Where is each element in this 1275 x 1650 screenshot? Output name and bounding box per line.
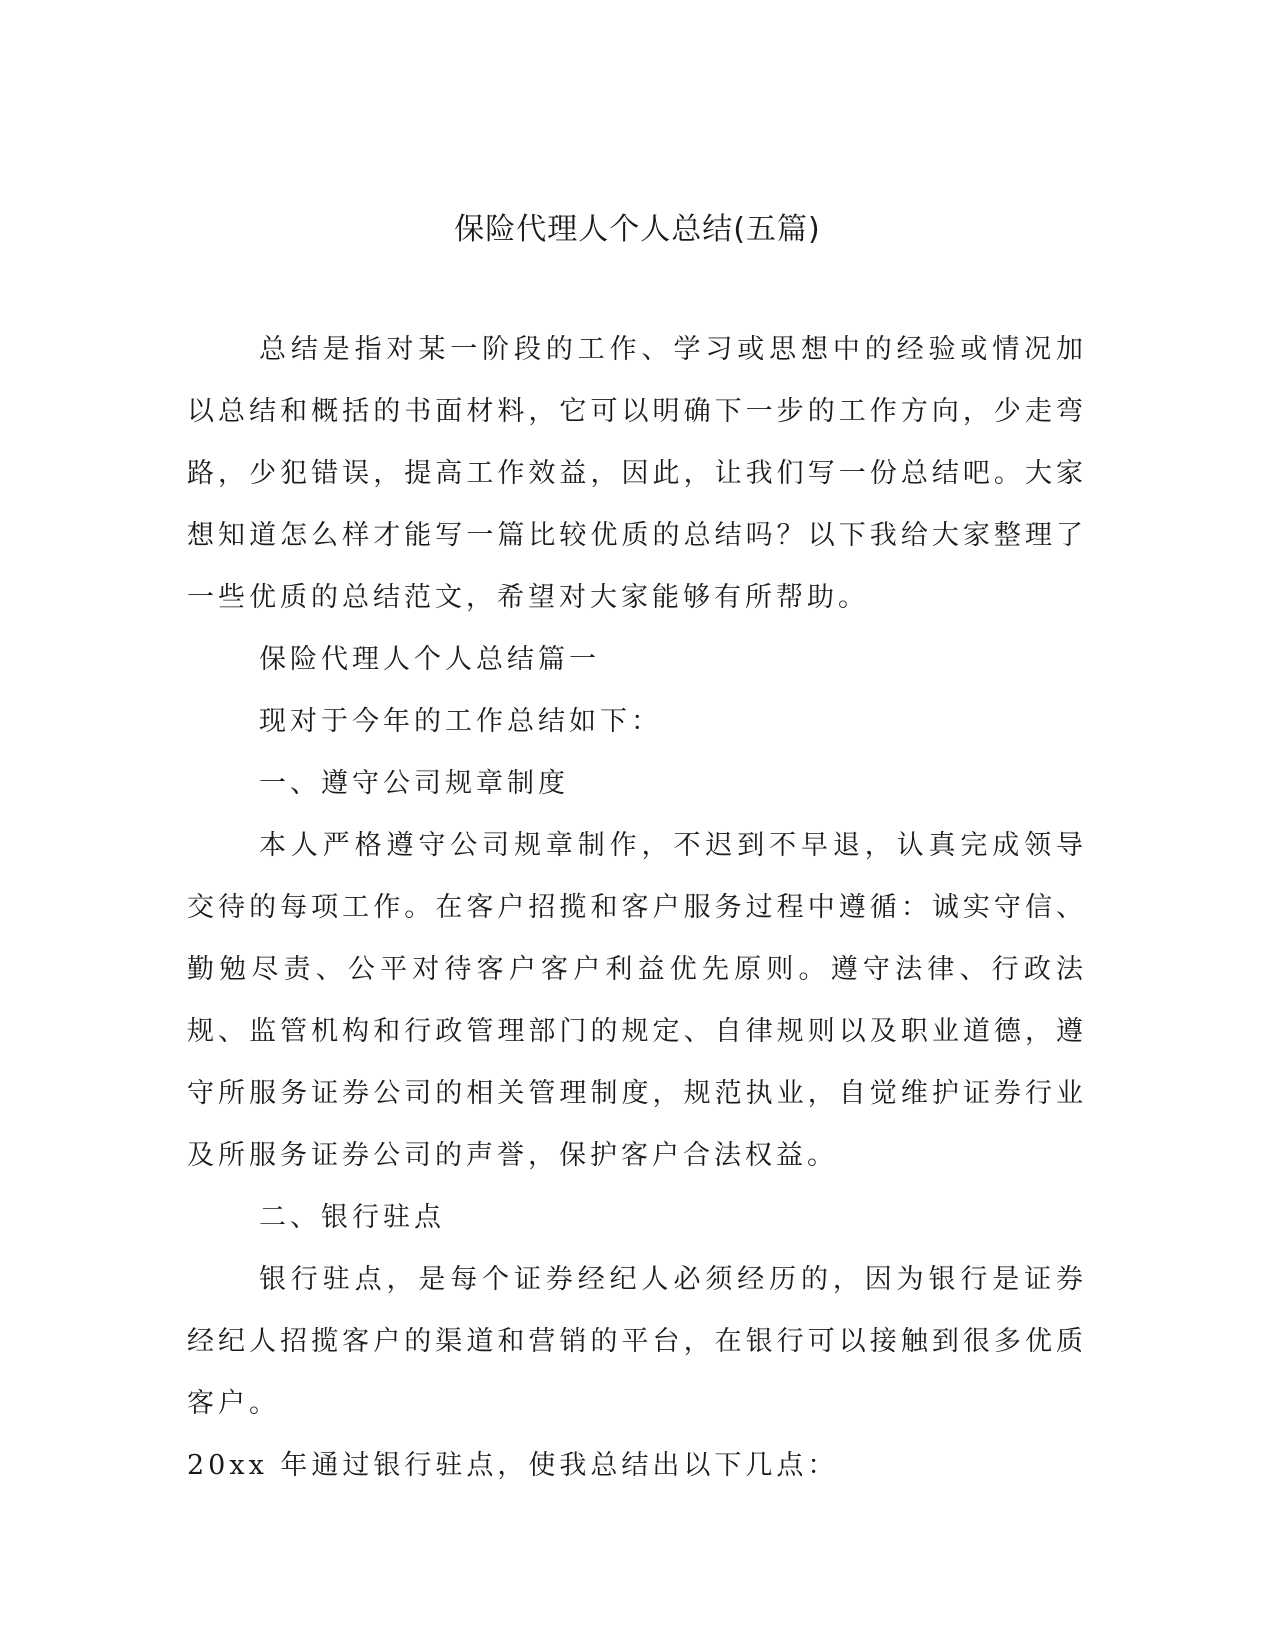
document-title: 保险代理人个人总结(五篇) bbox=[454, 212, 821, 247]
summary-lead-paragraph: 现对于今年的工作总结如下： bbox=[259, 706, 662, 737]
subheading-bank-stationing: 二、银行驻点 bbox=[259, 1202, 445, 1233]
intro-paragraph: 总结是指对某一阶段的工作、学习或思想中的经验或情况加以总结和概括的书面材料，它可以明确下一步的工作方向，少走弯路，少犯错误，提高工作效益，因此，让我们写一份总结吧。大家想知道怎么样才能写一篇比较优质的总结吗？以下我给大家整理了一些优质的总结范文，希望对大家能够有所帮助。 bbox=[187, 334, 1087, 613]
company-rules-paragraph: 本人严格遵守公司规章制作，不迟到不早退，认真完成领导交待的每项工作。在客户招揽和客户服务过程中遵循：诚实守信、勤勉尽责、公平对待客户客户利益优先原则。遵守法律、行政法规、监管机构和行政管理部门的规定、自律规则以及职业道德，遵守所服务证券公司的相关管理制度，规范执业，自觉维护证券行业及所服务证券公司的声誉，保护客户合法权益。 bbox=[187, 830, 1087, 1171]
bank-stationing-paragraph: 银行驻点，是每个证券经纪人必须经历的，因为银行是证券经纪人招揽客户的渠道和营销的平台，在银行可以接触到很多优质客户。 bbox=[187, 1264, 1087, 1419]
subheading-company-rules: 一、遵守公司规章制度 bbox=[259, 768, 569, 799]
bank-stationing-continuation: 20xx 年通过银行驻点，使我总结出以下几点： bbox=[187, 1450, 839, 1481]
section-heading-part-one: 保险代理人个人总结篇一 bbox=[259, 644, 600, 675]
document-body bbox=[187, 319, 1087, 1497]
